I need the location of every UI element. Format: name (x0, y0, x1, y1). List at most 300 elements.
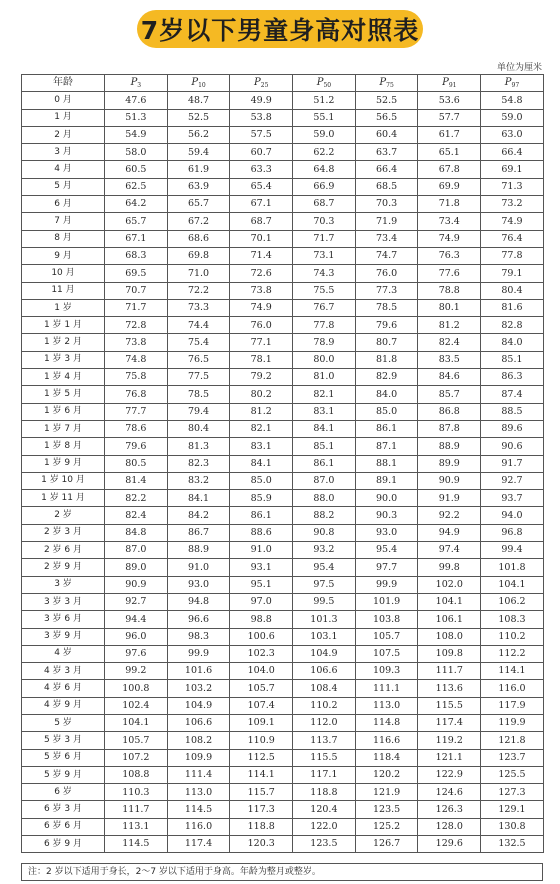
height-value-cell: 82.4 (105, 507, 168, 524)
height-value-cell: 87.4 (481, 386, 544, 403)
height-value-cell: 68.6 (167, 230, 230, 247)
height-value-cell: 71.7 (105, 299, 168, 316)
height-value-cell: 99.8 (418, 559, 481, 576)
table-row (22, 144, 544, 161)
height-value-cell: 88.5 (481, 403, 544, 420)
table-row (22, 472, 544, 489)
age-cell: 7 月 (22, 213, 105, 230)
percentile-header: $P_3$ (105, 75, 168, 92)
table-row (22, 369, 544, 386)
height-value-cell: 92.7 (105, 593, 168, 610)
height-value-cell: 121.1 (418, 749, 481, 766)
age-cell: 3 月 (22, 144, 105, 161)
height-value-cell: 116.6 (355, 732, 418, 749)
height-value-cell: 109.1 (230, 714, 293, 731)
height-value-cell: 65.7 (167, 196, 230, 213)
height-value-cell: 59.0 (293, 126, 356, 143)
height-value-cell: 120.4 (293, 801, 356, 818)
height-value-cell: 80.5 (105, 455, 168, 472)
height-value-cell: 99.9 (167, 645, 230, 662)
table-row (22, 282, 544, 299)
height-value-cell: 77.5 (167, 369, 230, 386)
height-value-cell: 84.1 (230, 455, 293, 472)
height-value-cell: 123.5 (293, 836, 356, 853)
height-value-cell: 80.0 (293, 351, 356, 368)
height-value-cell: 93.2 (293, 542, 356, 559)
age-cell: 10 月 (22, 265, 105, 282)
age-cell: 9 月 (22, 247, 105, 264)
height-value-cell: 88.1 (355, 455, 418, 472)
table-row (22, 507, 544, 524)
height-value-cell: 67.8 (418, 161, 481, 178)
height-value-cell: 132.5 (481, 836, 544, 853)
table-row (22, 161, 544, 178)
height-value-cell: 119.9 (481, 714, 544, 731)
age-cell: 3 岁 3 月 (22, 593, 105, 610)
height-value-cell: 82.1 (230, 420, 293, 437)
height-value-cell: 71.9 (355, 213, 418, 230)
table-row (22, 524, 544, 541)
height-value-cell: 76.7 (293, 299, 356, 316)
percentile-header: $P_{10}$ (167, 75, 230, 92)
height-value-cell: 92.7 (481, 472, 544, 489)
height-value-cell: 117.4 (167, 836, 230, 853)
height-value-cell: 116.0 (167, 818, 230, 835)
height-value-cell: 86.7 (167, 524, 230, 541)
height-value-cell: 101.9 (355, 593, 418, 610)
height-value-cell: 57.7 (418, 109, 481, 126)
table-row (22, 299, 544, 316)
height-value-cell: 59.0 (481, 109, 544, 126)
height-value-cell: 88.9 (418, 438, 481, 455)
height-value-cell: 65.1 (418, 144, 481, 161)
age-cell: 4 岁 3 月 (22, 663, 105, 680)
age-cell: 4 岁 (22, 645, 105, 662)
height-value-cell: 86.1 (230, 507, 293, 524)
height-value-cell: 72.2 (167, 282, 230, 299)
age-cell: 1 岁 6 月 (22, 403, 105, 420)
height-value-cell: 70.3 (293, 213, 356, 230)
height-value-cell: 106.6 (293, 663, 356, 680)
title-banner (137, 10, 423, 48)
height-value-cell: 108.2 (167, 732, 230, 749)
age-cell: 1 岁 9 月 (22, 455, 105, 472)
height-value-cell: 73.1 (293, 247, 356, 264)
height-value-cell: 90.8 (293, 524, 356, 541)
table-row (22, 628, 544, 645)
table-row (22, 818, 544, 835)
height-value-cell: 87.0 (293, 472, 356, 489)
height-value-cell: 111.4 (167, 766, 230, 783)
height-value-cell: 113.0 (355, 697, 418, 714)
height-value-cell: 128.0 (418, 818, 481, 835)
height-value-cell: 58.0 (105, 144, 168, 161)
height-value-cell: 117.9 (481, 697, 544, 714)
height-value-cell: 75.5 (293, 282, 356, 299)
height-value-cell: 90.9 (105, 576, 168, 593)
table-row (22, 680, 544, 697)
age-cell: 3 岁 6 月 (22, 611, 105, 628)
age-cell: 1 岁 8 月 (22, 438, 105, 455)
height-value-cell: 69.8 (167, 247, 230, 264)
height-value-cell: 98.3 (167, 628, 230, 645)
height-value-cell: 89.9 (418, 455, 481, 472)
height-value-cell: 114.1 (230, 766, 293, 783)
height-value-cell: 72.8 (105, 317, 168, 334)
height-value-cell: 108.4 (293, 680, 356, 697)
height-value-cell: 93.0 (167, 576, 230, 593)
height-value-cell: 63.0 (481, 126, 544, 143)
height-value-cell: 71.7 (293, 230, 356, 247)
height-value-cell: 82.8 (481, 317, 544, 334)
height-value-cell: 111.7 (105, 801, 168, 818)
height-value-cell: 98.8 (230, 611, 293, 628)
height-value-cell: 100.6 (230, 628, 293, 645)
age-cell: 1 岁 7 月 (22, 420, 105, 437)
height-value-cell: 109.9 (167, 749, 230, 766)
height-value-cell: 117.3 (230, 801, 293, 818)
height-value-cell: 69.5 (105, 265, 168, 282)
height-value-cell: 60.7 (230, 144, 293, 161)
height-value-cell: 63.9 (167, 178, 230, 195)
height-value-cell: 123.5 (355, 801, 418, 818)
height-value-cell: 86.1 (293, 455, 356, 472)
height-value-cell: 121.8 (481, 732, 544, 749)
height-value-cell: 95.4 (355, 542, 418, 559)
height-value-cell: 76.3 (418, 247, 481, 264)
height-value-cell: 93.0 (355, 524, 418, 541)
height-value-cell: 95.1 (230, 576, 293, 593)
height-value-cell: 123.7 (481, 749, 544, 766)
age-cell: 2 月 (22, 126, 105, 143)
height-value-cell: 88.2 (293, 507, 356, 524)
height-value-cell: 85.0 (355, 403, 418, 420)
height-value-cell: 68.3 (105, 247, 168, 264)
height-value-cell: 66.9 (293, 178, 356, 195)
percentile-header: $P_{75}$ (355, 75, 418, 92)
height-value-cell: 122.9 (418, 766, 481, 783)
height-value-cell: 73.4 (355, 230, 418, 247)
height-value-cell: 56.5 (355, 109, 418, 126)
height-value-cell: 120.3 (230, 836, 293, 853)
height-value-cell: 76.8 (105, 386, 168, 403)
table-row (22, 455, 544, 472)
height-value-cell: 124.6 (418, 784, 481, 801)
table-row (22, 576, 544, 593)
height-value-cell: 74.9 (418, 230, 481, 247)
height-value-cell: 81.3 (167, 438, 230, 455)
height-value-cell: 62.5 (105, 178, 168, 195)
height-value-cell: 108.3 (481, 611, 544, 628)
height-value-cell: 82.9 (355, 369, 418, 386)
height-value-cell: 115.5 (418, 697, 481, 714)
height-value-cell: 78.9 (293, 334, 356, 351)
age-cell: 0 月 (22, 92, 105, 109)
height-value-cell: 83.1 (230, 438, 293, 455)
height-value-cell: 97.7 (355, 559, 418, 576)
height-value-cell: 80.4 (167, 420, 230, 437)
height-value-cell: 109.8 (418, 645, 481, 662)
height-value-cell: 129.1 (481, 801, 544, 818)
height-value-cell: 77.8 (293, 317, 356, 334)
age-cell: 1 岁 (22, 299, 105, 316)
height-value-cell: 66.4 (481, 144, 544, 161)
height-value-cell: 52.5 (355, 92, 418, 109)
height-value-cell: 110.2 (293, 697, 356, 714)
height-value-cell: 54.8 (481, 92, 544, 109)
footnote: 注：2 岁以下适用于身长，2～7 岁以下适用于身高。年龄为整月或整岁。 (21, 863, 543, 881)
table-row (22, 420, 544, 437)
height-value-cell: 107.2 (105, 749, 168, 766)
height-value-cell: 99.9 (355, 576, 418, 593)
height-value-cell: 95.4 (293, 559, 356, 576)
height-value-cell: 47.6 (105, 92, 168, 109)
height-value-cell: 68.7 (293, 196, 356, 213)
percentile-header: $P_{50}$ (293, 75, 356, 92)
height-value-cell: 51.3 (105, 109, 168, 126)
height-value-cell: 53.6 (418, 92, 481, 109)
height-value-cell: 79.6 (355, 317, 418, 334)
age-cell: 3 岁 (22, 576, 105, 593)
percentile-header: $P_{25}$ (230, 75, 293, 92)
height-value-cell: 77.6 (418, 265, 481, 282)
height-value-cell: 68.5 (355, 178, 418, 195)
age-cell: 5 月 (22, 178, 105, 195)
height-value-cell: 93.7 (481, 490, 544, 507)
height-value-cell: 93.1 (230, 559, 293, 576)
height-value-cell: 81.4 (105, 472, 168, 489)
height-value-cell: 73.2 (481, 196, 544, 213)
height-value-cell: 84.0 (481, 334, 544, 351)
height-value-cell: 100.8 (105, 680, 168, 697)
table-row (22, 109, 544, 126)
height-value-cell: 55.1 (293, 109, 356, 126)
height-value-cell: 79.1 (481, 265, 544, 282)
height-value-cell: 79.6 (105, 438, 168, 455)
height-value-cell: 118.8 (230, 818, 293, 835)
height-value-cell: 108.8 (105, 766, 168, 783)
height-value-cell: 76.5 (167, 351, 230, 368)
height-value-cell: 105.7 (355, 628, 418, 645)
table-row (22, 247, 544, 264)
height-value-cell: 102.4 (105, 697, 168, 714)
height-value-cell: 72.6 (230, 265, 293, 282)
height-value-cell: 76.0 (355, 265, 418, 282)
height-value-cell: 101.8 (481, 559, 544, 576)
height-value-cell: 75.4 (167, 334, 230, 351)
height-value-cell: 102.0 (418, 576, 481, 593)
height-value-cell: 125.5 (481, 766, 544, 783)
age-cell: 6 月 (22, 196, 105, 213)
table-row (22, 766, 544, 783)
height-value-cell: 97.4 (418, 542, 481, 559)
height-value-cell: 70.1 (230, 230, 293, 247)
height-value-cell: 130.8 (481, 818, 544, 835)
age-cell: 5 岁 3 月 (22, 732, 105, 749)
table-row (22, 801, 544, 818)
height-value-cell: 90.9 (418, 472, 481, 489)
height-value-cell: 69.1 (481, 161, 544, 178)
height-value-cell: 99.2 (105, 663, 168, 680)
height-value-cell: 82.3 (167, 455, 230, 472)
height-value-cell: 74.4 (167, 317, 230, 334)
height-value-cell: 80.7 (355, 334, 418, 351)
height-value-cell: 112.2 (481, 645, 544, 662)
height-value-cell: 87.1 (355, 438, 418, 455)
height-value-cell: 119.2 (418, 732, 481, 749)
height-value-cell: 64.8 (293, 161, 356, 178)
height-value-cell: 113.6 (418, 680, 481, 697)
height-value-cell: 112.5 (230, 749, 293, 766)
height-value-cell: 64.2 (105, 196, 168, 213)
height-value-cell: 74.7 (355, 247, 418, 264)
height-value-cell: 104.0 (230, 663, 293, 680)
age-cell: 6 岁 (22, 784, 105, 801)
height-value-cell: 106.2 (481, 593, 544, 610)
height-value-cell: 107.4 (230, 697, 293, 714)
height-value-cell: 94.9 (418, 524, 481, 541)
height-value-cell: 73.3 (167, 299, 230, 316)
height-value-cell: 60.5 (105, 161, 168, 178)
table-row (22, 714, 544, 731)
height-value-cell: 71.0 (167, 265, 230, 282)
height-value-cell: 49.9 (230, 92, 293, 109)
height-value-cell: 69.9 (418, 178, 481, 195)
height-value-cell: 91.9 (418, 490, 481, 507)
table-row (22, 542, 544, 559)
height-value-cell: 73.4 (418, 213, 481, 230)
height-value-cell: 70.7 (105, 282, 168, 299)
height-value-cell: 89.6 (481, 420, 544, 437)
height-value-cell: 105.7 (230, 680, 293, 697)
height-value-cell: 117.4 (418, 714, 481, 731)
height-value-cell: 109.3 (355, 663, 418, 680)
height-value-cell: 78.8 (418, 282, 481, 299)
height-value-cell: 83.5 (418, 351, 481, 368)
height-value-cell: 89.1 (355, 472, 418, 489)
height-value-cell: 102.3 (230, 645, 293, 662)
height-value-cell: 74.8 (105, 351, 168, 368)
height-value-cell: 92.2 (418, 507, 481, 524)
height-value-cell: 85.7 (418, 386, 481, 403)
height-value-cell: 66.4 (355, 161, 418, 178)
height-value-cell: 51.2 (293, 92, 356, 109)
height-value-cell: 82.4 (418, 334, 481, 351)
table-row (22, 317, 544, 334)
height-value-cell: 88.9 (167, 542, 230, 559)
height-value-cell: 85.1 (481, 351, 544, 368)
height-value-cell: 56.2 (167, 126, 230, 143)
height-value-cell: 78.6 (105, 420, 168, 437)
height-value-cell: 103.8 (355, 611, 418, 628)
height-value-cell: 97.5 (293, 576, 356, 593)
age-cell: 1 岁 4 月 (22, 369, 105, 386)
height-value-cell: 86.8 (418, 403, 481, 420)
height-value-cell: 83.1 (293, 403, 356, 420)
height-value-cell: 62.2 (293, 144, 356, 161)
header-row (22, 75, 544, 92)
height-value-cell: 82.1 (293, 386, 356, 403)
height-value-cell: 77.8 (481, 247, 544, 264)
height-value-cell: 78.1 (230, 351, 293, 368)
height-value-cell: 77.3 (355, 282, 418, 299)
height-value-cell: 99.5 (293, 593, 356, 610)
height-value-cell: 110.9 (230, 732, 293, 749)
age-cell: 2 岁 9 月 (22, 559, 105, 576)
age-cell: 1 岁 11 月 (22, 490, 105, 507)
height-value-cell: 89.0 (105, 559, 168, 576)
height-value-cell: 75.8 (105, 369, 168, 386)
height-value-cell: 71.4 (230, 247, 293, 264)
table-row (22, 438, 544, 455)
height-value-cell: 78.5 (167, 386, 230, 403)
height-value-cell: 68.7 (230, 213, 293, 230)
table-row (22, 178, 544, 195)
height-value-cell: 129.6 (418, 836, 481, 853)
age-cell: 1 岁 10 月 (22, 472, 105, 489)
table-row (22, 265, 544, 282)
table-row (22, 386, 544, 403)
height-value-cell: 112.0 (293, 714, 356, 731)
age-cell: 11 月 (22, 282, 105, 299)
height-value-cell: 76.0 (230, 317, 293, 334)
height-value-cell: 59.4 (167, 144, 230, 161)
height-value-cell: 125.2 (355, 818, 418, 835)
height-value-cell: 106.1 (418, 611, 481, 628)
height-value-cell: 71.8 (418, 196, 481, 213)
height-value-cell: 85.0 (230, 472, 293, 489)
table-row (22, 836, 544, 853)
height-table (21, 74, 544, 853)
height-value-cell: 80.4 (481, 282, 544, 299)
height-value-cell: 94.4 (105, 611, 168, 628)
table-row (22, 230, 544, 247)
age-cell: 6 岁 9 月 (22, 836, 105, 853)
height-value-cell: 84.0 (355, 386, 418, 403)
table-row (22, 334, 544, 351)
table-row (22, 697, 544, 714)
table-row (22, 490, 544, 507)
height-value-cell: 79.4 (167, 403, 230, 420)
height-value-cell: 80.2 (230, 386, 293, 403)
height-value-cell: 103.2 (167, 680, 230, 697)
height-value-cell: 91.0 (230, 542, 293, 559)
height-value-cell: 110.2 (481, 628, 544, 645)
height-value-cell: 81.6 (481, 299, 544, 316)
age-cell: 5 岁 9 月 (22, 766, 105, 783)
age-cell: 1 岁 5 月 (22, 386, 105, 403)
table-row (22, 403, 544, 420)
height-value-cell: 74.3 (293, 265, 356, 282)
age-cell: 2 岁 (22, 507, 105, 524)
height-value-cell: 73.8 (105, 334, 168, 351)
height-value-cell: 81.2 (230, 403, 293, 420)
table-row (22, 196, 544, 213)
age-cell: 6 岁 6 月 (22, 818, 105, 835)
height-value-cell: 114.1 (481, 663, 544, 680)
height-value-cell: 86.3 (481, 369, 544, 386)
height-value-cell: 94.0 (481, 507, 544, 524)
height-value-cell: 81.0 (293, 369, 356, 386)
age-cell: 2 岁 3 月 (22, 524, 105, 541)
height-value-cell: 115.7 (230, 784, 293, 801)
height-value-cell: 108.0 (418, 628, 481, 645)
height-value-cell: 85.1 (293, 438, 356, 455)
height-value-cell: 85.9 (230, 490, 293, 507)
height-value-cell: 65.7 (105, 213, 168, 230)
height-value-cell: 70.3 (355, 196, 418, 213)
height-value-cell: 67.2 (167, 213, 230, 230)
